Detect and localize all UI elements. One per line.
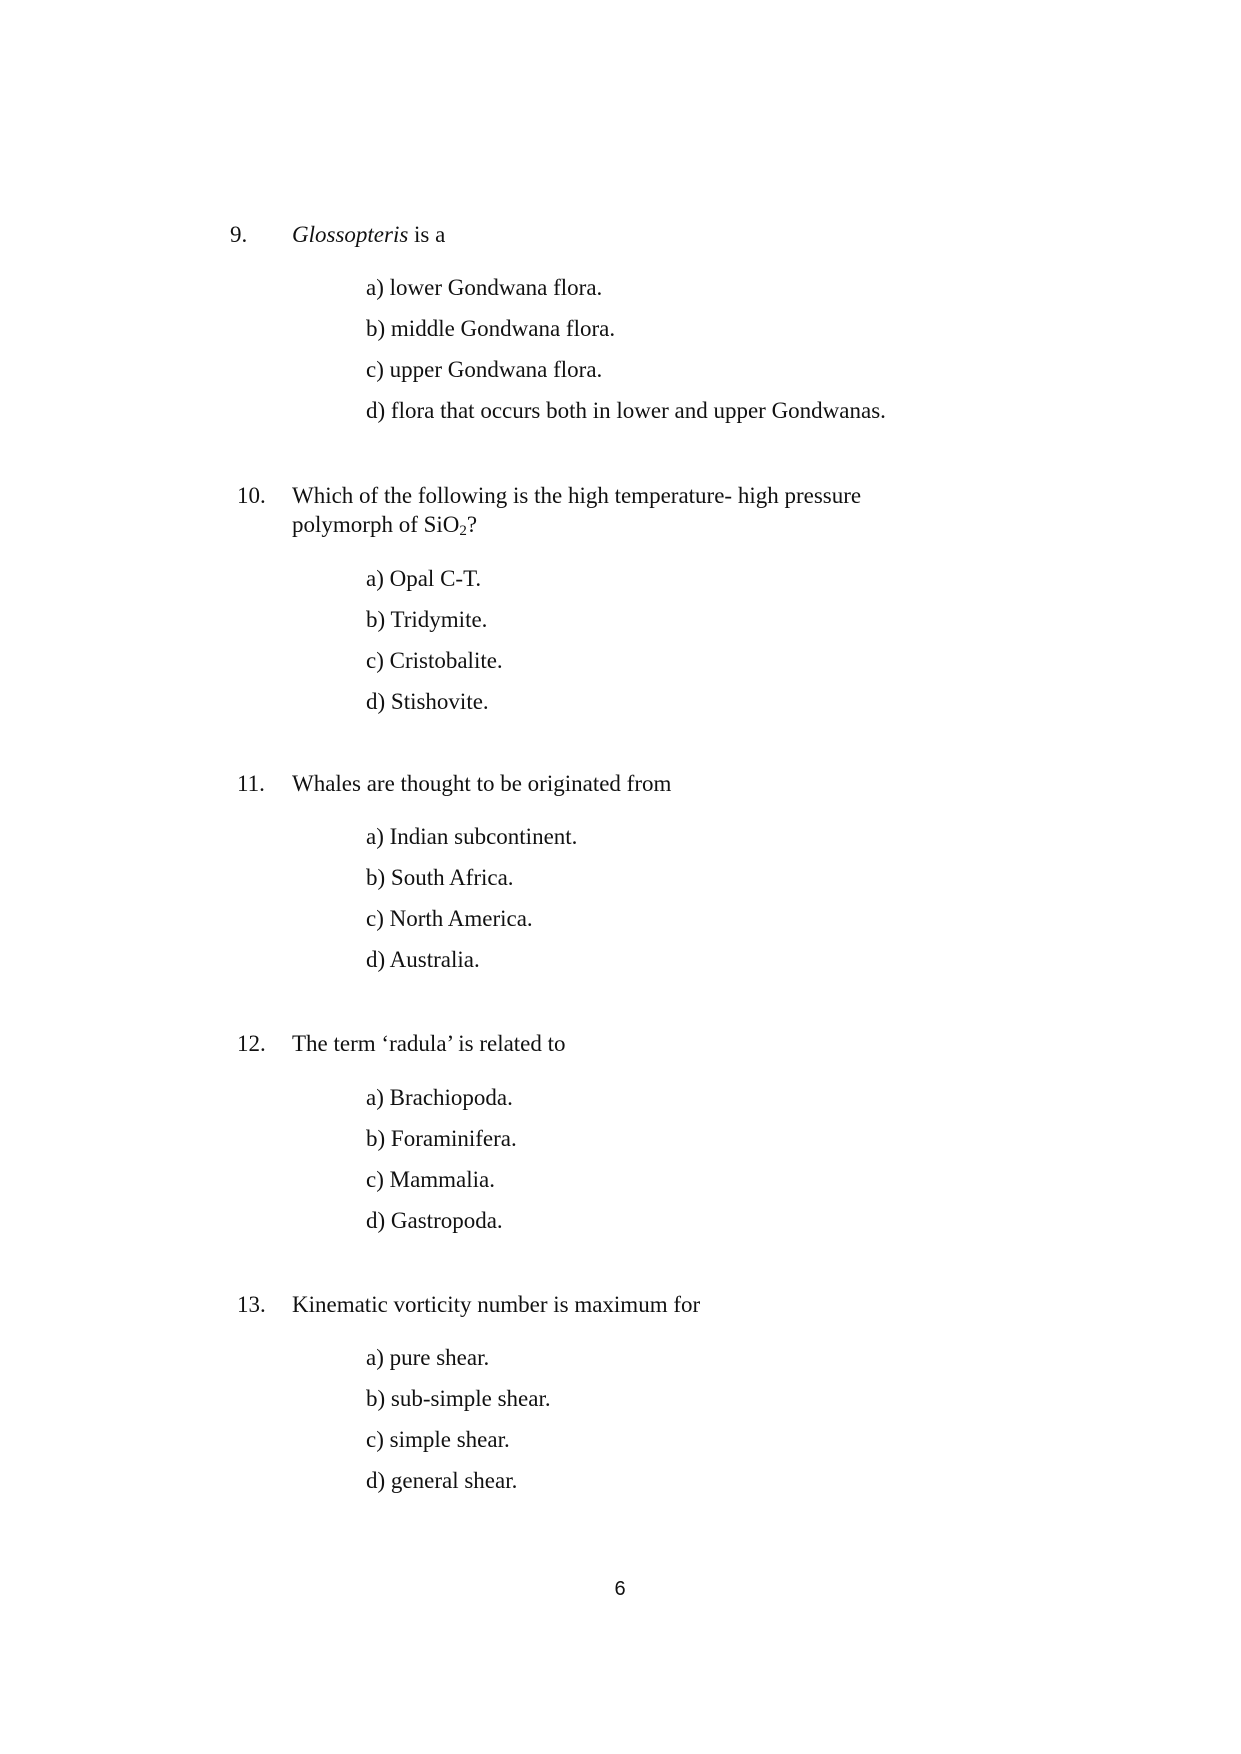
question-text-line1: Which of the following is the high temperature- high pressure xyxy=(292,483,862,508)
options-list xyxy=(366,1083,1066,1247)
question-text-line2-pre: polymorph of SiO xyxy=(292,512,460,537)
option-b: b) South Africa. xyxy=(366,865,514,890)
subscript: 2 xyxy=(459,523,467,539)
question-text-line2 xyxy=(292,510,992,539)
option-c: c) Cristobalite. xyxy=(366,648,503,673)
option-d: d) Australia. xyxy=(366,947,480,972)
question-number: 11. xyxy=(237,771,265,796)
option-a: a) Brachiopoda. xyxy=(366,1085,513,1110)
option-c: c) Mammalia. xyxy=(366,1167,496,1192)
option-d: d) Stishovite. xyxy=(366,689,489,714)
question-number: 12. xyxy=(237,1031,266,1056)
option-c: c) simple shear. xyxy=(366,1427,510,1452)
option-d: d) flora that occurs both in lower and upper Gondwanas. xyxy=(366,398,886,423)
option-b: b) Tridymite. xyxy=(366,607,488,632)
question-number: 13. xyxy=(237,1292,266,1317)
options-list xyxy=(366,564,1066,728)
option-c: c) upper Gondwana flora. xyxy=(366,357,603,382)
option-b: b) Foraminifera. xyxy=(366,1126,517,1151)
question-text: The term ‘radula’ is related to xyxy=(292,1031,566,1056)
question-text-rest: is a xyxy=(408,222,446,247)
question-number: 10. xyxy=(237,483,266,508)
option-b: b) middle Gondwana flora. xyxy=(366,316,616,341)
option-b: b) sub-simple shear. xyxy=(366,1386,551,1411)
question-text: Whales are thought to be originated from xyxy=(292,771,672,796)
option-c: c) North America. xyxy=(366,906,533,931)
page-number: 6 xyxy=(614,1578,626,1600)
options-list xyxy=(366,1343,1066,1507)
option-a: a) Opal C-T. xyxy=(366,566,482,591)
question-text: Kinematic vorticity number is maximum for xyxy=(292,1292,701,1317)
question-text xyxy=(292,220,992,249)
question-text-italic: Glossopteris xyxy=(292,222,409,247)
option-a: a) pure shear. xyxy=(366,1345,490,1370)
option-a: a) lower Gondwana flora. xyxy=(366,275,603,300)
options-list xyxy=(366,273,1066,437)
options-list xyxy=(366,822,1066,986)
option-d: d) general shear. xyxy=(366,1468,518,1493)
option-d: d) Gastropoda. xyxy=(366,1208,503,1233)
question-number: 9. xyxy=(230,222,248,247)
option-a: a) Indian subcontinent. xyxy=(366,824,578,849)
question-text xyxy=(292,481,992,539)
question-text-line2-post: ? xyxy=(466,512,478,537)
